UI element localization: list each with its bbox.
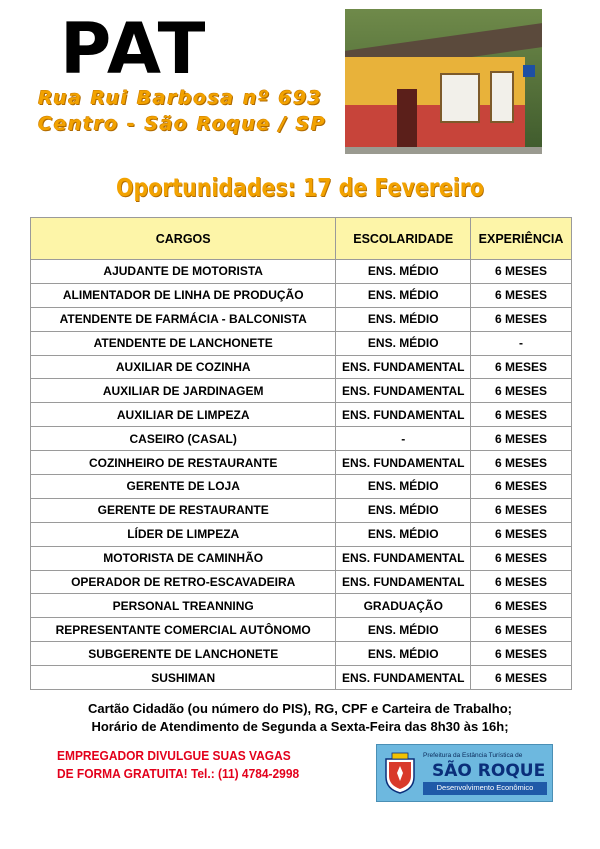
cell-escolaridade: ENS. MÉDIO xyxy=(336,260,471,284)
cell-cargo: AUXILIAR DE COZINHA xyxy=(31,355,336,379)
cell-escolaridade: - xyxy=(336,427,471,451)
cell-experiencia: 6 MESES xyxy=(471,260,572,284)
cell-cargo: REPRESENTANTE COMERCIAL AUTÔNOMO xyxy=(31,618,336,642)
cell-experiencia: 6 MESES xyxy=(471,570,572,594)
jobs-table xyxy=(30,217,572,690)
table-header-row xyxy=(31,218,572,260)
logo-department-text: Desenvolvimento Econômico xyxy=(436,783,534,792)
cell-escolaridade: ENS. MÉDIO xyxy=(336,307,471,331)
cell-escolaridade: GRADUAÇÃO xyxy=(336,594,471,618)
cell-escolaridade: ENS. FUNDAMENTAL xyxy=(336,403,471,427)
table-row xyxy=(31,475,572,499)
cell-cargo: CASEIRO (CASAL) xyxy=(31,427,336,451)
cell-cargo: ATENDENTE DE LANCHONETE xyxy=(31,331,336,355)
cell-cargo: ATENDENTE DE FARMÁCIA - BALCONISTA xyxy=(31,307,336,331)
cell-escolaridade: ENS. MÉDIO xyxy=(336,522,471,546)
cell-cargo: LÍDER DE LIMPEZA xyxy=(31,522,336,546)
table-row xyxy=(31,355,572,379)
table-row xyxy=(31,260,572,284)
table-row xyxy=(31,307,572,331)
cell-cargo: SUSHIMAN xyxy=(31,666,336,690)
cell-cargo: AJUDANTE DE MOTORISTA xyxy=(31,260,336,284)
cell-experiencia: 6 MESES xyxy=(471,498,572,522)
table-row xyxy=(31,498,572,522)
table-row xyxy=(31,522,572,546)
table-row xyxy=(31,594,572,618)
cell-escolaridade: ENS. FUNDAMENTAL xyxy=(336,355,471,379)
cell-experiencia: 6 MESES xyxy=(471,427,572,451)
cell-cargo: SUBGERENTE DE LANCHONETE xyxy=(31,642,336,666)
employer-promo-line-2: DE FORMA GRATUITA! Tel.: (11) 4784-2998 xyxy=(57,766,300,781)
cell-cargo: OPERADOR DE RETRO-ESCAVADEIRA xyxy=(31,570,336,594)
cell-cargo: GERENTE DE LOJA xyxy=(31,475,336,499)
cell-experiencia: 6 MESES xyxy=(471,307,572,331)
cell-cargo: COZINHEIRO DE RESTAURANTE xyxy=(31,451,336,475)
building-photo xyxy=(345,9,542,154)
cell-escolaridade: ENS. FUNDAMENTAL xyxy=(336,451,471,475)
opportunities-headline: Oportunidades: 17 de Fevereiro xyxy=(116,173,484,202)
table-row xyxy=(31,403,572,427)
address-line-1: Rua Rui Barbosa nº 693 xyxy=(38,87,323,109)
cell-cargo: ALIMENTADOR DE LINHA DE PRODUÇÃO xyxy=(31,283,336,307)
table-row xyxy=(31,283,572,307)
cell-experiencia: 6 MESES xyxy=(471,666,572,690)
cell-escolaridade: ENS. MÉDIO xyxy=(336,283,471,307)
cell-cargo: MOTORISTA DE CAMINHÃO xyxy=(31,546,336,570)
cell-escolaridade: ENS. MÉDIO xyxy=(336,618,471,642)
cell-experiencia: 6 MESES xyxy=(471,618,572,642)
cell-experiencia: 6 MESES xyxy=(471,594,572,618)
cell-cargo: AUXILIAR DE LIMPEZA xyxy=(31,403,336,427)
table-row xyxy=(31,427,572,451)
cell-escolaridade: ENS. FUNDAMENTAL xyxy=(336,379,471,403)
cell-cargo: GERENTE DE RESTAURANTE xyxy=(31,498,336,522)
cell-experiencia: 6 MESES xyxy=(471,475,572,499)
table-row xyxy=(31,331,572,355)
page-title: PAT xyxy=(60,8,208,90)
cell-experiencia: 6 MESES xyxy=(471,522,572,546)
cell-escolaridade: ENS. FUNDAMENTAL xyxy=(336,546,471,570)
table-row xyxy=(31,642,572,666)
cell-escolaridade: ENS. MÉDIO xyxy=(336,475,471,499)
employer-promo-line-1: EMPREGADOR DIVULGUE SUAS VAGAS xyxy=(57,748,291,763)
cell-experiencia: 6 MESES xyxy=(471,379,572,403)
cell-experiencia: 6 MESES xyxy=(471,355,572,379)
cell-cargo: AUXILIAR DE JARDINAGEM xyxy=(31,379,336,403)
cell-escolaridade: ENS. MÉDIO xyxy=(336,498,471,522)
table-row xyxy=(31,666,572,690)
cell-escolaridade: ENS. FUNDAMENTAL xyxy=(336,570,471,594)
cell-experiencia: - xyxy=(471,331,572,355)
sao-roque-logo xyxy=(376,744,553,802)
cell-experiencia: 6 MESES xyxy=(471,642,572,666)
cell-experiencia: 6 MESES xyxy=(471,451,572,475)
cell-cargo: PERSONAL TREANNING xyxy=(31,594,336,618)
table-row xyxy=(31,570,572,594)
column-header-experiencia: EXPERIÊNCIA xyxy=(471,218,572,260)
coat-of-arms-icon xyxy=(383,751,417,795)
logo-prefeitura-text: Prefeitura da Estância Turística de xyxy=(423,752,523,759)
cell-experiencia: 6 MESES xyxy=(471,546,572,570)
table-row xyxy=(31,451,572,475)
cell-escolaridade: ENS. MÉDIO xyxy=(336,642,471,666)
requirements-note: Cartão Cidadão (ou número do PIS), RG, CPF e Carteira de Trabalho; xyxy=(87,701,512,716)
hours-note: Horário de Atendimento de Segunda a Sexta-Feira das 8h30 às 16h; xyxy=(91,719,509,734)
cell-escolaridade: ENS. MÉDIO xyxy=(336,331,471,355)
address-line-2: Centro - São Roque / SP xyxy=(38,113,327,135)
cell-experiencia: 6 MESES xyxy=(471,283,572,307)
table-row xyxy=(31,546,572,570)
table-row xyxy=(31,379,572,403)
logo-city-text: SÃO ROQUE xyxy=(432,761,546,781)
column-header-escolaridade: ESCOLARIDADE xyxy=(336,218,471,260)
cell-escolaridade: ENS. FUNDAMENTAL xyxy=(336,666,471,690)
cell-experiencia: 6 MESES xyxy=(471,403,572,427)
column-header-cargos: CARGOS xyxy=(31,218,336,260)
table-row xyxy=(31,618,572,642)
